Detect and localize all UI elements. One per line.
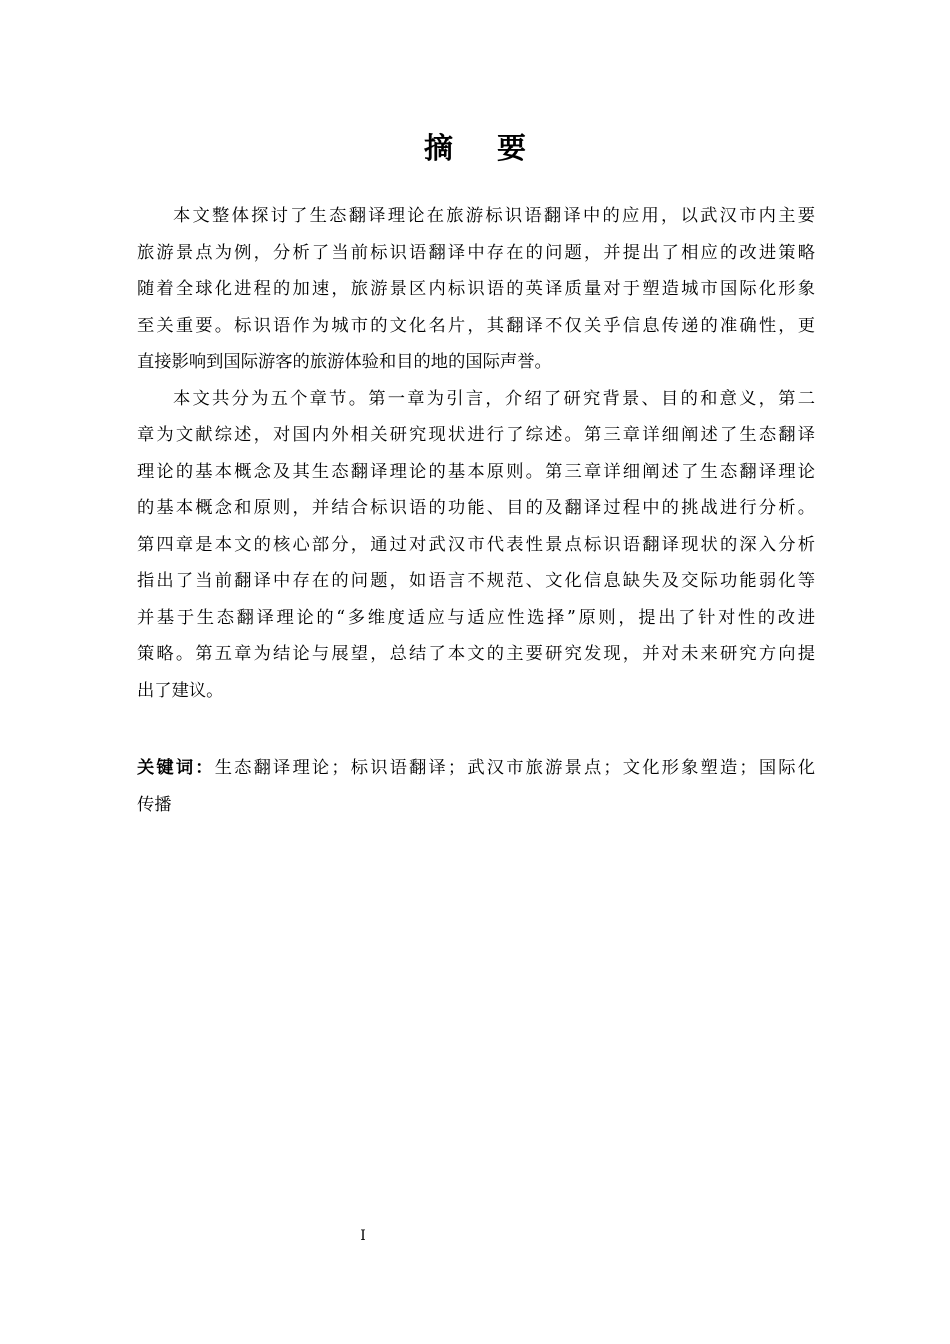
text-line: 直接影响到国际游客的旅游体验和目的地的国际声誉。 bbox=[137, 352, 552, 372]
abstract-paragraph-1 bbox=[137, 198, 815, 381]
keywords-section bbox=[137, 750, 815, 823]
text-line: 本文共分为五个章节。第一章为引言，介绍了研究背景、目的和意义，第二 bbox=[173, 388, 815, 409]
text-line: 理论的基本概念及其生态翻译理论的基本原则。第三章详细阐述了生态翻译理论 bbox=[137, 461, 815, 482]
abstract-body bbox=[137, 198, 815, 709]
keywords-line bbox=[137, 750, 815, 787]
text-line: 第四章是本文的核心部分，通过对武汉市代表性景点标识语翻译现状的深入分析 bbox=[137, 534, 815, 555]
text-line: 旅游景点为例，分析了当前标识语翻译中存在的问题，并提出了相应的改进策略 bbox=[137, 242, 815, 263]
text-line: 出了建议。 bbox=[137, 680, 224, 701]
text-line: 指出了当前翻译中存在的问题，如语言不规范、文化信息缺失及交际功能弱化等 bbox=[137, 571, 815, 591]
text-line: 并基于生态翻译理论的“多维度适应与适应性选择”原则，提出了针对性的改进 bbox=[137, 607, 815, 628]
keywords-label: 关键词： bbox=[137, 758, 215, 778]
page-number: I bbox=[360, 1228, 366, 1244]
text-line: 章为文献综述，对国内外相关研究现状进行了综述。第三章详细阐述了生态翻译 bbox=[137, 425, 815, 445]
text-line: 的基本概念和原则，并结合标识语的功能、目的及翻译过程中的挑战进行分析。 bbox=[137, 498, 815, 518]
text-line: 随着全球化进程的加速，旅游景区内标识语的英译质量对于塑造城市国际化形象 bbox=[137, 279, 815, 299]
text-line: 策略。第五章为结论与展望，总结了本文的主要研究发现，并对未来研究方向提 bbox=[137, 644, 815, 664]
keywords-continuation: 传播 bbox=[137, 794, 172, 815]
abstract-paragraph-2 bbox=[137, 381, 815, 710]
text-line: 至关重要。标识语作为城市的文化名片，其翻译不仅关乎信息传递的准确性，更 bbox=[137, 315, 815, 336]
abstract-title: 摘要 bbox=[423, 131, 570, 165]
text-line: 本文整体探讨了生态翻译理论在旅游标识语翻译中的应用，以武汉市内主要 bbox=[173, 206, 815, 226]
keywords-list: 生态翻译理论；标识语翻译；武汉市旅游景点；文化形象塑造；国际化 bbox=[214, 758, 815, 778]
